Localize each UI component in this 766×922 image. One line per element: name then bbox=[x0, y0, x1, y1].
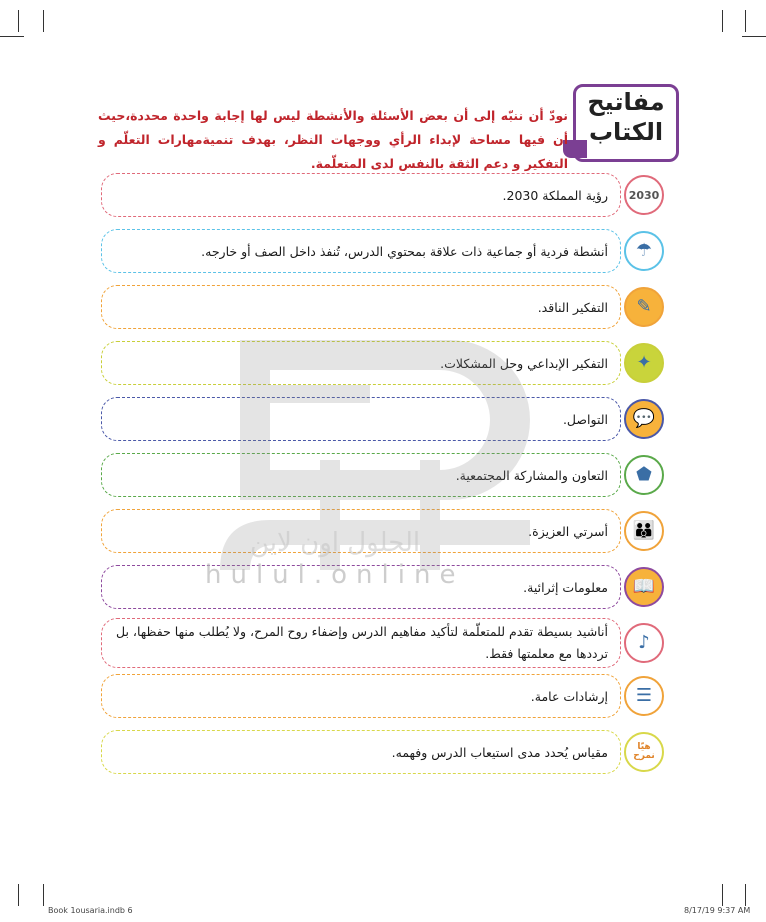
key-row-label: أناشيد بسيطة تقدم للمتعلّمة لتأكيد مفاهيم الدرس وإضفاء روح المرح، ولا يُطلب منها حفظها، بل ترددها مع معلمتها فقط. bbox=[115, 624, 608, 661]
crop-mark bbox=[745, 884, 746, 906]
book-icon bbox=[624, 567, 664, 607]
key-row bbox=[101, 285, 621, 329]
book-keys-title bbox=[573, 84, 679, 162]
footer-file-name: Book 1ousaria.indb 6 bbox=[48, 906, 133, 915]
key-row bbox=[101, 229, 621, 273]
key-row bbox=[101, 397, 621, 441]
crop-mark bbox=[745, 10, 746, 32]
communication-icon-glyph: 💬 bbox=[632, 408, 656, 429]
key-row bbox=[101, 730, 621, 774]
key-row-label: التفكير الإبداعي وحل المشكلات. bbox=[440, 355, 608, 371]
key-row bbox=[101, 341, 621, 385]
crop-mark bbox=[0, 36, 24, 37]
vision-2030-logo bbox=[624, 175, 664, 215]
crop-mark bbox=[722, 884, 723, 906]
key-row-label: التعاون والمشاركة المجتمعية. bbox=[455, 467, 608, 483]
community-map-icon bbox=[624, 455, 664, 495]
key-row-label: مقياس يُحدد مدى استيعاب الدرس وفهمه. bbox=[391, 744, 608, 760]
creative-thinking-icon bbox=[624, 343, 664, 383]
crop-mark bbox=[742, 36, 766, 37]
key-row-label: أنشطة فردية أو جماعية ذات علاقة بمحتوي الدرس، تُنفذ داخل الصف أو خارجه. bbox=[201, 243, 608, 259]
group-activity-icon bbox=[624, 231, 664, 271]
song-ear-icon-glyph: ♪ bbox=[638, 632, 650, 653]
crop-mark bbox=[18, 884, 19, 906]
lets-have-fun-icon-glyph: هيّا نمرح bbox=[633, 742, 655, 761]
intro-paragraph: نودّ أن ننبّه إلى أن بعض الأسئلة والأنشطة ليس لها إجابة واحدة محددة،حيث أن فيها مساحة لإبداء الرأي ووجهات النظر، بهدف تنميةمهارات التعلّم و التفكير و دعم الثقة بالنفس لدى المتعلّمة. bbox=[98, 108, 568, 171]
crop-mark bbox=[18, 10, 19, 32]
title-line-2: الكتاب bbox=[588, 118, 664, 146]
key-row-label: أسرتي العزيزة. bbox=[528, 523, 608, 539]
crop-mark bbox=[43, 10, 44, 32]
communication-icon bbox=[624, 399, 664, 439]
family-icon bbox=[624, 511, 664, 551]
watermark-latin: hulul.online bbox=[205, 560, 465, 590]
crop-mark bbox=[722, 10, 723, 32]
creative-thinking-icon-glyph: ✦ bbox=[636, 352, 652, 373]
key-row-label: معلومات إثرائية. bbox=[523, 579, 608, 595]
key-row bbox=[101, 618, 621, 668]
book-icon-glyph: 📖 bbox=[632, 576, 656, 597]
key-row bbox=[101, 674, 621, 718]
footer-timestamp: 8/17/19 9:37 AM bbox=[684, 906, 751, 915]
title-line-1: مفاتيح bbox=[587, 88, 665, 116]
guidelines-document-icon-glyph: ☰ bbox=[635, 685, 653, 706]
key-row bbox=[101, 173, 621, 217]
group-activity-icon-glyph: ☂ bbox=[635, 240, 653, 261]
song-ear-icon bbox=[624, 623, 664, 663]
key-row-label: إرشادات عامة. bbox=[530, 688, 608, 704]
key-row-label: التواصل. bbox=[562, 411, 608, 427]
key-row-label: رؤية المملكة 2030. bbox=[502, 187, 608, 203]
key-row-label: التفكير الناقد. bbox=[537, 299, 608, 315]
lets-have-fun-icon bbox=[624, 732, 664, 772]
key-row bbox=[101, 453, 621, 497]
family-icon-glyph: 👪 bbox=[632, 520, 656, 541]
vision-2030-logo-glyph: 2030 bbox=[628, 188, 660, 202]
community-map-icon-glyph: ⬟ bbox=[636, 464, 652, 485]
watermark-arabic: الحلول اون لاين bbox=[250, 528, 421, 558]
guidelines-document-icon bbox=[624, 676, 664, 716]
crop-mark bbox=[43, 884, 44, 906]
critical-thinking-icon bbox=[624, 287, 664, 327]
critical-thinking-icon-glyph: ✎ bbox=[636, 296, 652, 317]
